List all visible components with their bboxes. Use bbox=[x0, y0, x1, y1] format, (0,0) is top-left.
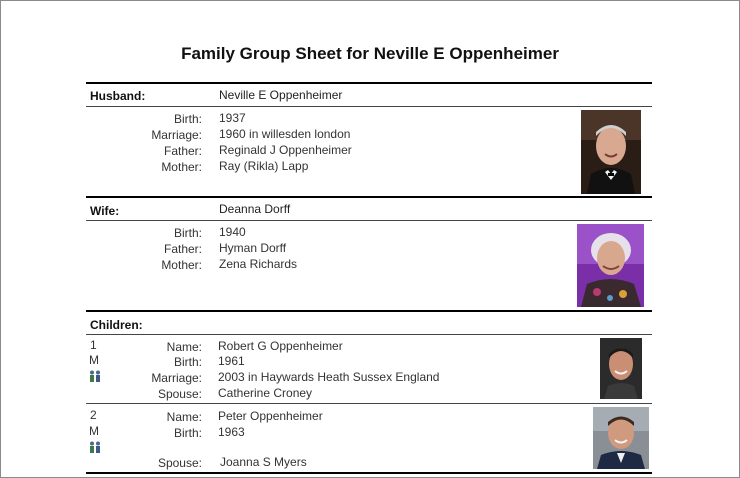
wife-mother-value: Zena Richards bbox=[219, 257, 298, 271]
wife-photo bbox=[577, 224, 644, 307]
wife-birth-value: 1940 bbox=[219, 225, 246, 239]
husband-marriage-label: Marriage: bbox=[151, 128, 202, 142]
child-number: 1 bbox=[90, 338, 97, 352]
section-divider bbox=[86, 334, 652, 335]
child1-spouse-value: Catherine Croney bbox=[218, 386, 313, 400]
husband-birth-value: 1937 bbox=[219, 111, 246, 125]
section-rule bbox=[86, 472, 652, 474]
husband-mother-value: Ray (Rikla) Lapp bbox=[219, 159, 309, 173]
child2-birth-value: 1963 bbox=[218, 425, 245, 439]
child2-name-value: Peter Oppenheimer bbox=[218, 409, 323, 423]
page-title: Family Group Sheet for Neville E Oppenheimer bbox=[181, 44, 559, 63]
child2-birth-label: Birth: bbox=[173, 426, 202, 440]
children-label: Children: bbox=[90, 318, 143, 332]
child1-marriage-label: Marriage: bbox=[151, 371, 202, 385]
child1-spouse-label: Spouse: bbox=[157, 387, 202, 401]
wife-father-label: Father: bbox=[163, 242, 202, 256]
child1-name-value: Robert G Oppenheimer bbox=[218, 339, 343, 353]
child-sex: M bbox=[89, 353, 99, 367]
husband-mother-label: Mother: bbox=[161, 160, 202, 174]
section-rule bbox=[86, 310, 652, 312]
child1-name-label: Name: bbox=[166, 340, 202, 354]
child2-photo bbox=[593, 407, 649, 469]
child2-spouse-label: Spouse: bbox=[157, 456, 202, 470]
husband-photo bbox=[581, 110, 641, 194]
child-number: 2 bbox=[90, 408, 97, 422]
child-sex: M bbox=[89, 424, 99, 438]
child2-spouse-value: Joanna S Myers bbox=[220, 455, 307, 469]
child-divider bbox=[86, 403, 652, 404]
husband-birth-label: Birth: bbox=[173, 112, 202, 126]
child2-name-label: Name: bbox=[166, 410, 202, 424]
child1-birth-value: 1961 bbox=[218, 354, 245, 368]
child1-photo bbox=[600, 338, 642, 399]
family-group-icon bbox=[88, 440, 102, 452]
wife-label: Wife: bbox=[90, 204, 120, 218]
section-divider bbox=[86, 220, 652, 221]
wife-name: Deanna Dorff bbox=[219, 202, 291, 216]
husband-name: Neville E Oppenheimer bbox=[219, 88, 343, 102]
husband-label: Husband: bbox=[90, 89, 146, 103]
section-rule bbox=[86, 196, 652, 198]
section-rule bbox=[86, 82, 652, 84]
child1-marriage-value: 2003 in Haywards Heath Sussex England bbox=[218, 370, 440, 384]
wife-birth-label: Birth: bbox=[173, 226, 202, 240]
wife-father-value: Hyman Dorff bbox=[219, 241, 287, 255]
husband-marriage-value: 1960 in willesden london bbox=[219, 127, 351, 141]
child1-birth-label: Birth: bbox=[173, 355, 202, 369]
wife-mother-label: Mother: bbox=[161, 258, 202, 272]
husband-father-label: Father: bbox=[163, 144, 202, 158]
section-divider bbox=[86, 106, 652, 107]
husband-father-value: Reginald J Oppenheimer bbox=[219, 143, 352, 157]
